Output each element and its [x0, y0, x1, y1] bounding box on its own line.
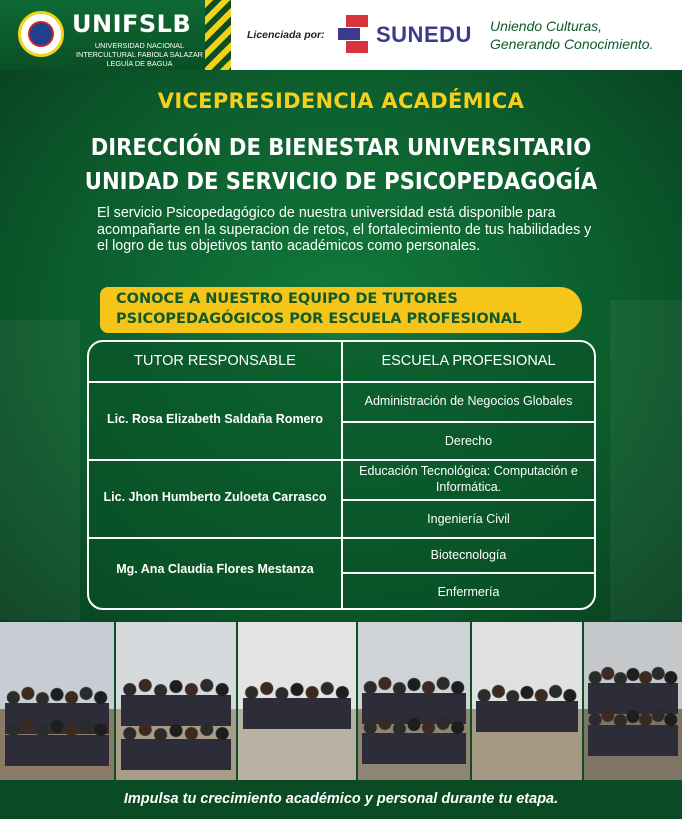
footer-bar: [0, 780, 682, 819]
decorative-stripe: [205, 0, 231, 70]
header-brand-panel: [0, 0, 205, 70]
tutor-name: Lic. Rosa Elizabeth Saldaña Romero: [106, 412, 324, 426]
university-seal-icon: [18, 11, 64, 57]
sunedu-wordmark: SUNEDU: [376, 22, 472, 47]
group-photo: [116, 622, 236, 780]
table-row-divider: [89, 537, 594, 539]
table-school-divider: [343, 572, 594, 574]
tagline: [490, 17, 653, 53]
seal-center: [28, 21, 54, 47]
tagline-line-1: Uniendo Culturas,: [490, 18, 603, 34]
background-building-left: [0, 320, 80, 620]
footer-slogan: Impulsa tu crecimiento académico y personal durante tu etapa.: [123, 791, 559, 807]
callout-line-1: CONOCE A NUESTRO EQUIPO DE TUTORES: [116, 291, 458, 307]
team-callout-banner: [100, 287, 582, 333]
school-name: Ingeniería Civil: [427, 512, 510, 526]
school-name: Derecho: [444, 434, 493, 448]
table-school-divider: [343, 421, 594, 423]
table-header-divider: [89, 381, 594, 383]
table-row-divider: [89, 459, 594, 461]
table-school-divider: [343, 499, 594, 501]
header-tutor: TUTOR RESPONSABLE: [134, 353, 296, 369]
unit-title: UNIDAD DE SERVICIO DE PSICOPEDAGOGÍA: [84, 169, 598, 195]
sunedu-logo-icon: [336, 15, 372, 53]
tutor-name: Lic. Jhon Humberto Zuloeta Carrasco: [103, 490, 327, 504]
group-photo: [584, 622, 682, 780]
school-name: Administración de Negocios Globales: [364, 394, 573, 408]
background-building-right: [610, 300, 682, 620]
licensed-label: Licenciada por:: [247, 29, 325, 41]
group-photo: [238, 622, 356, 780]
tutor-name: Mg. Ana Claudia Flores Mestanza: [116, 562, 314, 576]
university-subtitle: UNIVERSIDAD NACIONAL INTERCULTURAL FABIOLA SALAZAR LEGUÍA DE BAGUA: [76, 41, 203, 68]
header-bar: [0, 0, 682, 70]
school-name: Educación Tecnológica: Computación e Informática.: [359, 464, 578, 494]
direction-title-block: [27, 131, 654, 199]
direction-title: DIRECCIÓN DE BIENESTAR UNIVERSITARIO: [90, 135, 592, 161]
intro-paragraph: El servicio Psicopedagógico de nuestra universidad está disponible para acompañarte en la superacion de retos, el fortalecimiento de tus habilidades y el logro de tus objetivos tanto académicos como personales.: [97, 205, 592, 254]
group-photo: [0, 622, 114, 780]
photo-collage: [0, 622, 682, 780]
group-photo: [358, 622, 470, 780]
school-name: Enfermería: [437, 585, 500, 599]
group-photo: [472, 622, 582, 780]
tutors-table: [87, 340, 596, 610]
header-school: ESCUELA PROFESIONAL: [381, 353, 556, 369]
vicepresidency-title: VICEPRESIDENCIA ACADÉMICA: [157, 89, 525, 113]
school-name: Biotecnología: [430, 548, 507, 562]
tagline-line-2: Generando Conocimiento.: [490, 36, 654, 52]
callout-line-2: PSICOPEDAGÓGICOS POR ESCUELA PROFESIONAL: [116, 311, 522, 327]
university-name: UNIFSLB: [72, 10, 192, 38]
